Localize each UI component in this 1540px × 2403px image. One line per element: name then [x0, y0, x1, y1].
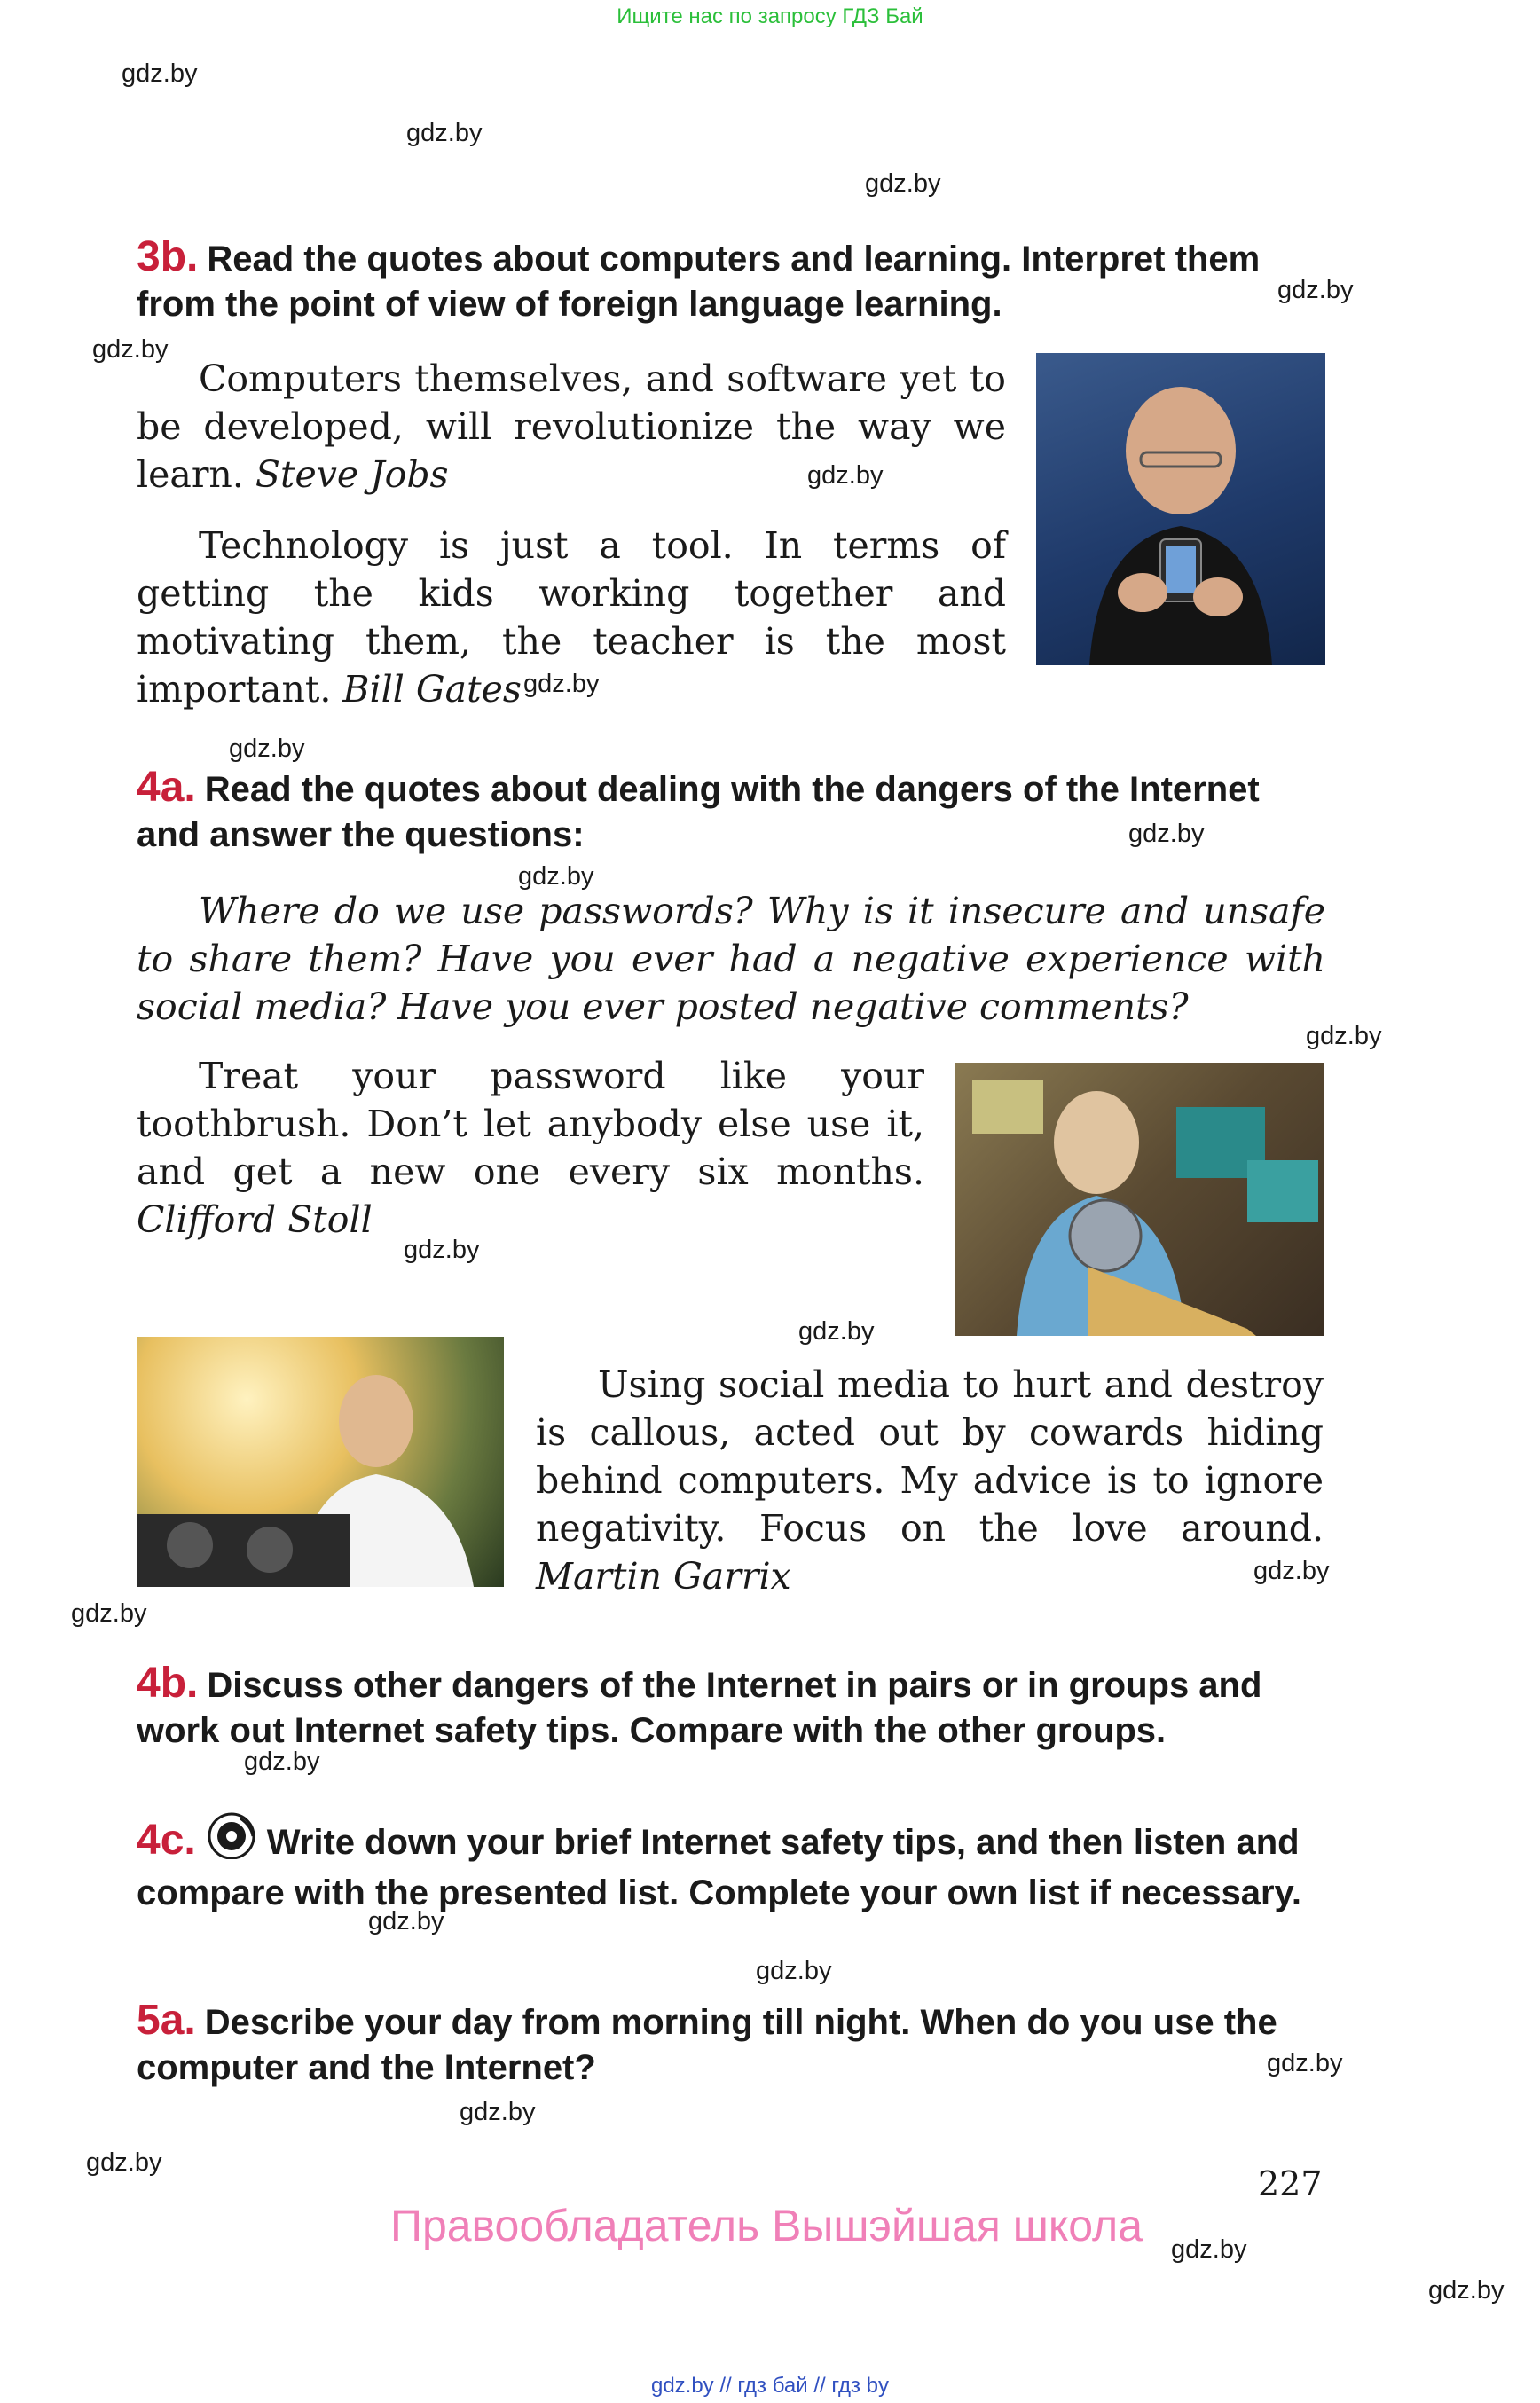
copyright-holder: Правообладатель Вышэйшая школа [390, 2201, 1143, 2250]
task-number: 4c. [137, 1817, 196, 1864]
watermark: gdz.by [518, 862, 594, 891]
watermark: gdz.by [229, 734, 305, 763]
quote-author: Bill Gates [342, 668, 522, 711]
quote-author: Martin Garrix [536, 1555, 791, 1598]
quote-jobs [137, 355, 1006, 499]
watermark: gdz.by [807, 461, 884, 490]
questions [137, 887, 1325, 1031]
watermark: gdz.by [92, 335, 169, 364]
quote-garrix [536, 1361, 1324, 1600]
watermark: gdz.by [86, 2148, 162, 2177]
quote-text: Using social media to hurt and destroy is callous, acted out by cowards hiding behind computers. My advice is to ignore negativity. Focus on the love around. [536, 1363, 1324, 1550]
photo-clifford-stoll [955, 1063, 1324, 1336]
footer-links[interactable]: gdz.by // гдз бай // гдз by [650, 2374, 890, 2398]
task-number: 3b. [137, 233, 199, 280]
watermark: gdz.by [523, 670, 600, 698]
watermark: gdz.by [1306, 1022, 1382, 1050]
watermark: gdz.by [1253, 1557, 1330, 1585]
quote-author: Steve Jobs [255, 453, 449, 496]
task-4a [137, 765, 1325, 858]
task-number: 4a. [137, 764, 196, 811]
watermark: gdz.by [404, 1236, 480, 1264]
watermark: gdz.by [406, 119, 483, 147]
watermark: gdz.by [1267, 2049, 1343, 2077]
quote-gates [137, 522, 1006, 713]
task-text: Write down your brief Internet safety tips, and then listen and compare with the presented list. Complete your own list if necessary. [137, 1823, 1301, 1912]
martin-garrix-image [137, 1337, 504, 1587]
task-number: 5a. [137, 1997, 196, 2044]
watermark: gdz.by [1428, 2276, 1505, 2305]
watermark: gdz.by [1171, 2235, 1247, 2264]
page-number: 227 [1258, 2164, 1323, 2203]
quote-author: Clifford Stoll [137, 1198, 373, 1241]
task-5a [137, 1998, 1325, 2091]
cd-disc-icon[interactable] [205, 1810, 260, 1871]
watermark: gdz.by [1128, 820, 1205, 848]
top-banner[interactable]: Ищите нас по запросу ГДЗ Бай [617, 4, 923, 28]
quote-text: Computers themselves, and software yet to be developed, will revolutionize the way we learn. [137, 357, 1006, 496]
steve-jobs-image [1036, 353, 1325, 665]
watermark: gdz.by [122, 59, 198, 88]
task-number: 4b. [137, 1660, 199, 1707]
watermark: gdz.by [865, 169, 941, 198]
task-4c [137, 1810, 1325, 1916]
watermark: gdz.by [1277, 276, 1354, 304]
quote-stoll [137, 1052, 924, 1244]
watermark: gdz.by [71, 1599, 147, 1628]
questions-text: Where do we use passwords? Why is it insecure and unsafe to share them? Have you ever had a negative experience with social media? Have you ever posted negative comments? [137, 890, 1325, 1028]
task-text: Read the quotes about dealing with the dangers of the Internet and answer the questions: [137, 770, 1260, 854]
task-4b [137, 1661, 1325, 1754]
quote-text: Technology is just a tool. In terms of getting the kids working together and motivating them, the teacher is the most important. [137, 524, 1006, 711]
quote-text: Treat your password like your toothbrush. Don’t let anybody else use it, and get a new one every six months. [137, 1055, 924, 1193]
task-text: Read the quotes about computers and learning. Interpret them from the point of view of foreign language learning. [137, 240, 1261, 324]
photo-steve-jobs [1036, 353, 1325, 665]
photo-martin-garrix [137, 1337, 504, 1587]
clifford-stoll-image [955, 1063, 1324, 1336]
task-text: Discuss other dangers of the Internet in pairs or in groups and work out Internet safety tips. Compare with the other groups. [137, 1666, 1262, 1750]
watermark: gdz.by [798, 1317, 875, 1346]
task-text: Describe your day from morning till night. When do you use the computer and the Internet? [137, 2003, 1277, 2087]
watermark: gdz.by [460, 2098, 536, 2126]
watermark: gdz.by [244, 1747, 320, 1776]
watermark: gdz.by [368, 1907, 444, 1936]
watermark: gdz.by [756, 1957, 832, 1985]
task-3b [137, 234, 1325, 327]
